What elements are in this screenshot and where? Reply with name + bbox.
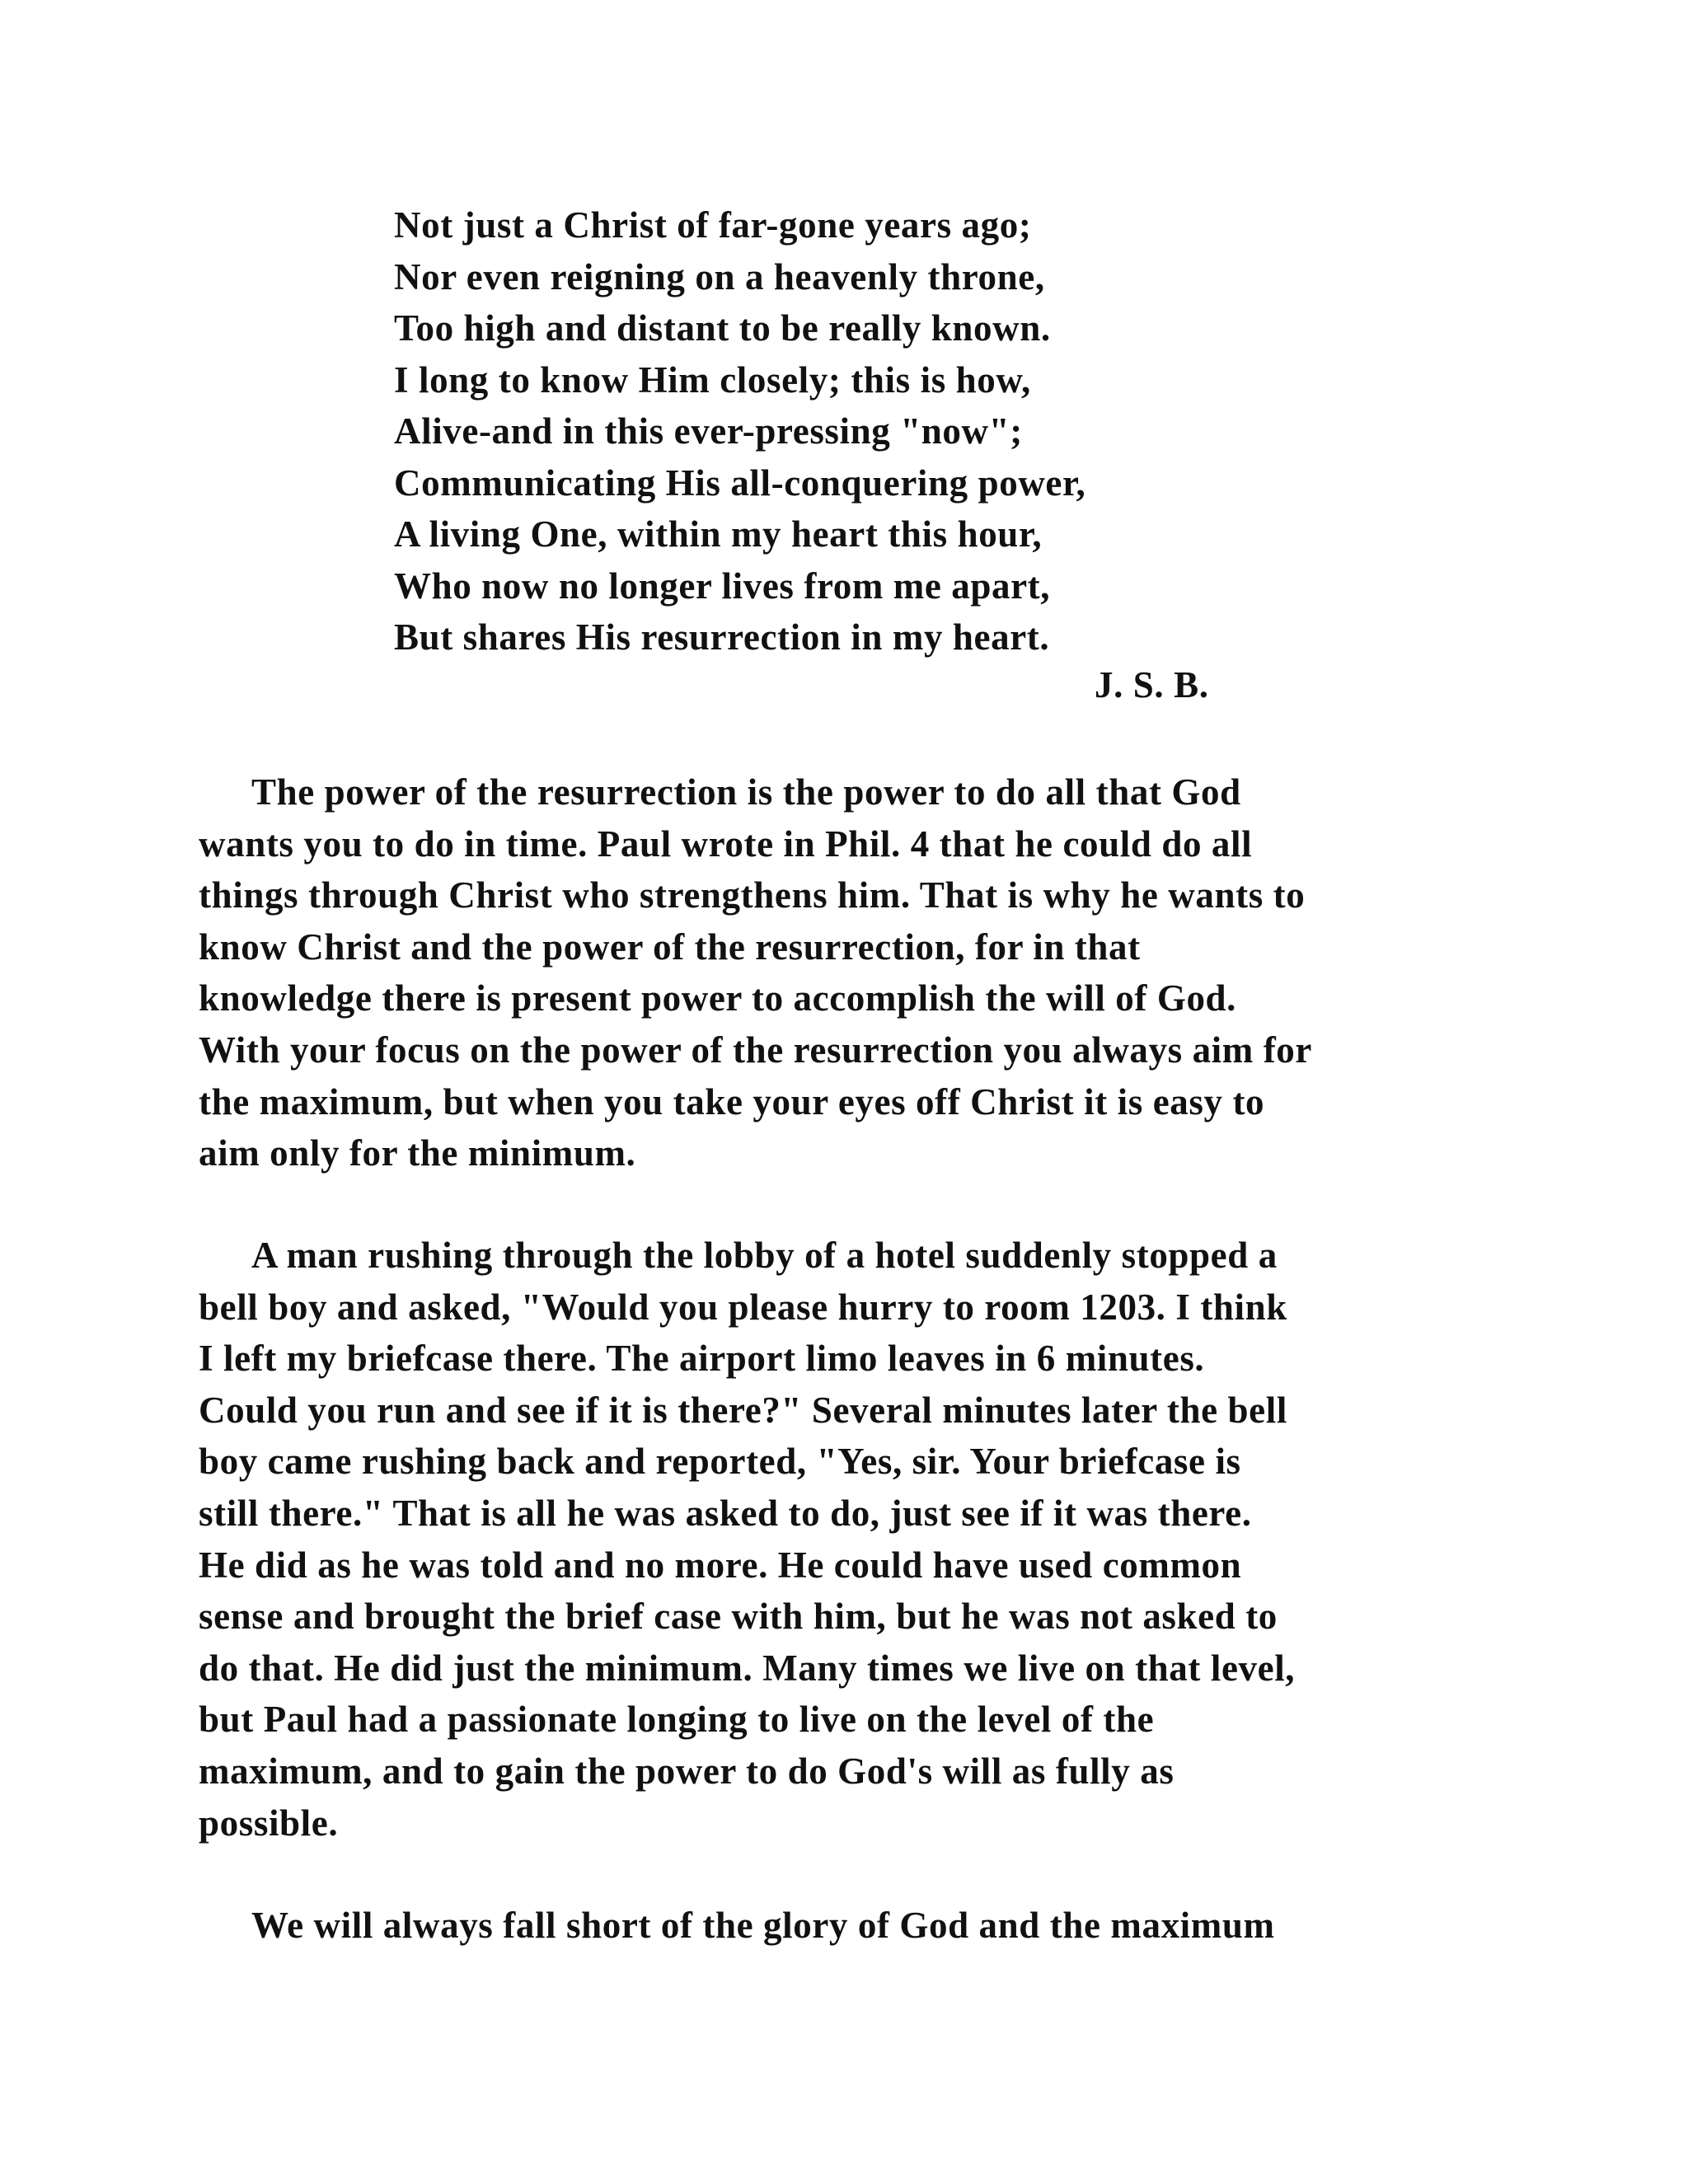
poem xyxy=(394,199,1085,663)
poem-line: Nor even reigning on a heavenly throne, xyxy=(394,255,1045,298)
paragraph-line: the maximum, but when you take your eyes off Christ it is easy to xyxy=(199,1080,1265,1122)
paragraph-line: He did as he was told and no more. He could have used common xyxy=(199,1544,1242,1586)
poem-line: I long to know Him closely; this is how, xyxy=(394,359,1031,401)
poem-line: Alive-and in this ever-pressing "now"; xyxy=(394,410,1023,452)
paragraph-line: still there." That is all he was asked to do, just see if it was there. xyxy=(199,1492,1252,1534)
poem-line: Communicating His all-conquering power, xyxy=(394,462,1086,504)
poem-line: Who now no longer lives from me apart, xyxy=(394,565,1051,607)
paragraph-line: know Christ and the power of the resurrection, for in that xyxy=(199,926,1141,968)
paragraph-line: aim only for the minimum. xyxy=(199,1132,636,1174)
paragraph-line: things through Christ who strengthens him. That is why he wants to xyxy=(199,874,1306,916)
body-paragraph xyxy=(199,1230,1484,1849)
paragraph-line: sense and brought the brief case with him, but he was not asked to xyxy=(199,1596,1278,1638)
poem-attribution: J. S. B. xyxy=(1095,664,1209,705)
paragraph-line: do that. He did just the minimum. Many times we live on that level, xyxy=(199,1647,1296,1689)
poem-line: Too high and distant to be really known. xyxy=(394,307,1051,349)
paragraph-line: bell boy and asked, "Would you please hurry to room 1203. I think xyxy=(199,1286,1287,1328)
body-paragraph xyxy=(199,1900,1484,1952)
poem-line: But shares His resurrection in my heart. xyxy=(394,616,1050,658)
paragraph-line: maximum, and to gain the power to do God's will as fully as xyxy=(199,1750,1175,1792)
body-paragraph xyxy=(199,766,1484,1179)
paragraph-line: A man rushing through the lobby of a hotel suddenly stopped a xyxy=(251,1235,1278,1276)
paragraph-line: but Paul had a passionate longing to live on the level of the xyxy=(199,1699,1155,1741)
paragraph-line: The power of the resurrection is the power to do all that God xyxy=(251,771,1241,813)
paragraph-line: Could you run and see if it is there?" Several minutes later the bell xyxy=(199,1389,1287,1431)
paragraph-line: boy came rushing back and reported, "Yes, sir. Your briefcase is xyxy=(199,1441,1241,1483)
paragraph-line: possible. xyxy=(199,1802,339,1844)
paragraph-line: knowledge there is present power to accomplish the will of God. xyxy=(199,977,1237,1019)
paragraph-line: wants you to do in time. Paul wrote in Phil. 4 that he could do all xyxy=(199,823,1253,865)
paragraph-line: With your focus on the power of the resurrection you always aim for xyxy=(199,1029,1312,1071)
poem-line: Not just a Christ of far-gone years ago; xyxy=(394,204,1032,246)
paragraph-line: I left my briefcase there. The airport limo leaves in 6 minutes. xyxy=(199,1338,1205,1380)
paragraph-line: We will always fall short of the glory of God and the maximum xyxy=(251,1905,1275,1946)
poem-line: A living One, within my heart this hour, xyxy=(394,513,1043,555)
